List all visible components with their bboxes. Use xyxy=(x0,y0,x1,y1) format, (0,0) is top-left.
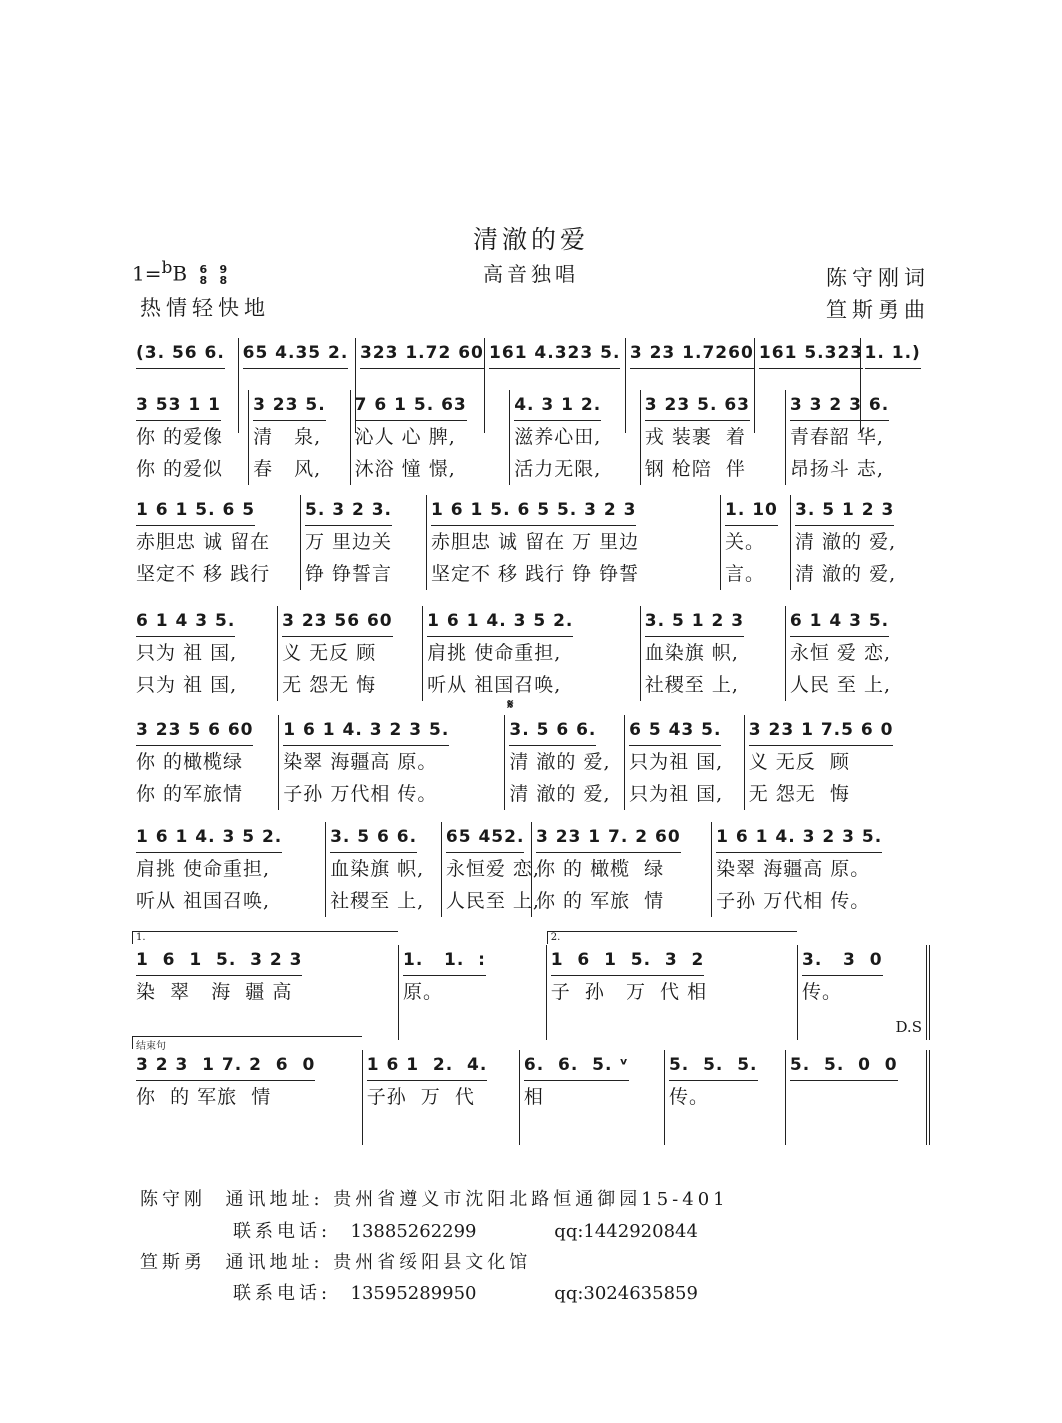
lyric-line-1: 你 的橄榄绿 xyxy=(136,751,244,773)
score-system xyxy=(132,1041,930,1145)
lyric-line-1: 血染旗 帜, xyxy=(644,642,739,664)
lyric-line-2: 活力无限, xyxy=(514,458,602,480)
notes: (3. 56 6. xyxy=(136,338,225,369)
notes: 3 23 1 7.5 6 0 xyxy=(749,715,894,746)
measure xyxy=(785,390,930,485)
notes: 6 1 4 3 5. xyxy=(790,606,889,637)
notes: 3 23 1.7260 xyxy=(630,338,754,369)
lyric-line-2: 清 澈的 爱, xyxy=(509,783,611,805)
notes: 3 2 3 1 7. 2 6 0 xyxy=(136,1050,315,1081)
lyric-line-1: 肩挑 使命重担, xyxy=(136,858,271,880)
contact-1-address: 陈守刚 通讯地址: 贵州省遵义市沈阳北路恒通御园15-401 xyxy=(140,1189,729,1210)
lyric-line-1: 传。 xyxy=(801,981,842,1003)
volta-bracket: 1. xyxy=(132,931,398,944)
notes: 1 6 1 5. 3 2 3 xyxy=(136,945,302,976)
measure xyxy=(744,715,930,810)
notes: 3 3 2 3 6. xyxy=(790,390,889,421)
notes: 1 6 1 4. 3 2 3 5. xyxy=(283,715,449,746)
measure xyxy=(248,390,350,485)
notes: 3. 5 6 6. xyxy=(330,822,417,853)
lyric-line-1: 传。 xyxy=(668,1086,709,1108)
lyric-line-2: 你 的 军旅 情 xyxy=(535,890,665,912)
lyric-line-1: 子孙 万 代 xyxy=(366,1086,475,1108)
measure xyxy=(711,822,930,917)
lyric-line-1: 沁人 心 脾, xyxy=(354,426,456,448)
lyric-line-1: 义 无反 顾 xyxy=(748,751,850,773)
lyric-line-1: 原。 xyxy=(403,981,444,1003)
measure xyxy=(797,945,930,1040)
score-system xyxy=(132,606,930,701)
notes: 6 5 43 5. xyxy=(629,715,721,746)
lyric-line-1: 青春韶 华, xyxy=(789,426,884,448)
lyric-line-1: 万 里边关 xyxy=(305,531,393,553)
composer-credit: 笪斯勇曲 xyxy=(826,298,930,322)
measure xyxy=(790,495,930,590)
measure xyxy=(624,715,744,810)
lyric-line-2: 春 风, xyxy=(253,458,322,480)
notes: 3 23 1 7. 2 60 xyxy=(536,822,681,853)
lyric-line-2 xyxy=(524,1113,664,1145)
measure xyxy=(426,495,720,590)
song-title: 清澈的爱 xyxy=(472,225,589,254)
notes: 1 6 1 5. 6 5 xyxy=(136,495,255,526)
notes: 3 23 5 6 60 xyxy=(136,715,253,746)
tempo-marking: 热情轻快地 xyxy=(140,296,270,320)
notes: 3. 5 6 6. xyxy=(509,715,596,746)
performance-type: 高音独唱 xyxy=(483,262,579,286)
lyric-line-1: 赤胆忠 诚 留在 万 里边 xyxy=(431,531,640,553)
notes: 1. 1.) xyxy=(865,338,921,369)
lyric-line-1: 滋养心田, xyxy=(514,426,602,448)
notes: 161 5.323 xyxy=(759,338,863,369)
notes: 65 4.35 2. xyxy=(243,338,349,369)
lyric-line-2: 听从 祖国召唤, xyxy=(136,890,271,912)
lyric-line-2: 社稷至 上, xyxy=(330,890,425,912)
score-system xyxy=(132,697,930,810)
lyric-line-1: 子 孙 万 代 相 xyxy=(550,981,708,1003)
volta-bracket: 2. xyxy=(547,931,797,944)
lyric-line-1: 肩挑 使命重担, xyxy=(427,642,562,664)
lyric-line-1 xyxy=(790,1081,926,1113)
measure xyxy=(509,390,640,485)
measure xyxy=(132,495,300,590)
notes: 4. 3 1 2. xyxy=(514,390,601,421)
notes: 1 6 1 5. 3 2 xyxy=(551,945,705,976)
measure xyxy=(441,822,540,917)
key-prefix: 1= xyxy=(132,261,162,286)
notes: 65 452. xyxy=(446,822,525,853)
notes: 5. 3 2 3. xyxy=(305,495,392,526)
contact-2-phone: 联系电话: 13595289950 qq:3024635859 xyxy=(233,1283,698,1304)
notes: 1 6 1 4. 3 5 2. xyxy=(427,606,573,637)
measure xyxy=(132,822,325,917)
notes: 5. 5. 0 0 xyxy=(790,1050,898,1081)
notes: 3 53 1 1 xyxy=(136,390,221,421)
measure xyxy=(504,697,624,810)
notes: 6. 6. 5. ᵛ xyxy=(524,1050,629,1081)
lyric-line-1: 你 的 橄榄 绿 xyxy=(535,858,665,880)
lyric-line-1: 永恒爱 恋, xyxy=(445,858,540,880)
notes: 3. 5 1 2 3 xyxy=(795,495,894,526)
dal-segno-marking: D.S xyxy=(895,1018,922,1036)
notes: 3 23 5. xyxy=(253,390,326,421)
flat-sign: b xyxy=(161,258,173,278)
score-system xyxy=(132,495,930,590)
notes: 3 23 56 60 xyxy=(282,606,393,637)
notes: 1. 10 xyxy=(725,495,778,526)
lyric-line-2: 无 怨无 悔 xyxy=(282,674,377,696)
notes: 323 1.72 60 xyxy=(360,338,484,369)
lyric-line-2 xyxy=(136,1113,362,1145)
lyric-line-2 xyxy=(367,1113,519,1145)
lyric-line-2: 铮 铮誓言 xyxy=(305,563,393,585)
measure xyxy=(132,932,398,1040)
measure xyxy=(546,932,797,1040)
measure xyxy=(531,822,711,917)
lyric-line-1: 染翠 海疆高 原。 xyxy=(283,751,438,773)
volta-bracket: 结束句 xyxy=(132,1036,362,1049)
measure xyxy=(640,606,785,701)
measure xyxy=(362,1050,519,1145)
lyric-line-2: 你 的爱似 xyxy=(136,458,224,480)
notes: 1 6 1 2. 4. xyxy=(367,1050,488,1081)
notes: 1 6 1 4. 3 2 3 5. xyxy=(716,822,882,853)
lyric-line-2: 你 的军旅情 xyxy=(136,783,244,805)
lyric-line-1: 染翠 海疆高 原。 xyxy=(716,858,871,880)
measure xyxy=(785,1050,930,1145)
lyric-line-2: 只为祖 国, xyxy=(629,783,724,805)
lyric-line-2: 只为 祖 国, xyxy=(136,674,238,696)
lyric-line-2: 听从 祖国召唤, xyxy=(427,674,562,696)
lyric-line-2: 昂扬斗 志, xyxy=(789,458,884,480)
notes: 1. 1. : xyxy=(403,945,486,976)
lyric-line-1: 清 澈的 爱, xyxy=(795,531,897,553)
measure xyxy=(519,1050,664,1145)
notes: 161 4.323 5. xyxy=(489,338,620,369)
lyric-line-2: 沐浴 憧 憬, xyxy=(354,458,456,480)
measure xyxy=(640,390,785,485)
measure xyxy=(664,1050,785,1145)
contact-1-phone: 联系电话: 13885262299 qq:1442920844 xyxy=(233,1221,698,1242)
time-signature-6-8: 6 8 xyxy=(199,263,208,288)
lyric-line-1: 戎 装裹 着 xyxy=(644,426,746,448)
measure xyxy=(720,495,790,590)
segno-icon: 𝄋 xyxy=(507,697,514,713)
notes: 1 6 1 5. 6 5 5. 3 2 3 xyxy=(431,495,636,526)
key-signature xyxy=(132,258,227,286)
measure xyxy=(785,606,930,701)
measure xyxy=(277,606,422,701)
lyric-line-2 xyxy=(790,1113,926,1145)
lyric-line-2 xyxy=(669,1113,785,1145)
measure xyxy=(422,606,640,701)
measure xyxy=(398,945,546,1040)
lyric-line-1: 你 的 军旅 情 xyxy=(136,1086,272,1108)
score-system xyxy=(132,822,930,917)
measure xyxy=(300,495,426,590)
notes: 3. 3 0 xyxy=(802,945,883,976)
measure xyxy=(132,606,277,701)
lyric-line-2: 钢 枪陪 伴 xyxy=(644,458,746,480)
notes: 3 23 5. 63 xyxy=(645,390,750,421)
score-system xyxy=(132,390,930,485)
lyric-line-1: 只为祖 国, xyxy=(629,751,724,773)
measure xyxy=(132,715,278,810)
lyric-line-2: 子孙 万代相 传。 xyxy=(716,890,871,912)
lyric-line-1: 血染旗 帜, xyxy=(330,858,425,880)
lyric-line-1: 相 xyxy=(523,1086,544,1108)
notes: 1 6 1 4. 3 5 2. xyxy=(136,822,282,853)
contact-2-address: 笪斯勇 通讯地址: 贵州省绥阳县文化馆 xyxy=(140,1252,532,1273)
lyric-line-1: 赤胆忠 诚 留在 xyxy=(136,531,271,553)
lyric-line-2 xyxy=(551,1008,797,1040)
notes: 6 1 4 3 5. xyxy=(136,606,235,637)
notes: 3. 5 1 2 3 xyxy=(645,606,744,637)
lyric-line-1: 你 的爱像 xyxy=(136,426,224,448)
lyric-line-2: 无 怨无 悔 xyxy=(748,783,850,805)
score-system xyxy=(132,932,930,1040)
lyric-line-2 xyxy=(403,1008,546,1040)
lyric-line-1: 关。 xyxy=(725,531,766,553)
time-signature-9-8: 9 8 xyxy=(219,263,228,288)
lyric-line-1: 清 泉, xyxy=(253,426,322,448)
lyric-line-2: 社稷至 上, xyxy=(644,674,739,696)
lyric-line-1: 染 翠 海 疆 高 xyxy=(136,981,293,1003)
lyric-line-2: 坚定不 移 践行 铮 铮誓 xyxy=(431,563,640,585)
lyric-line-1: 清 澈的 爱, xyxy=(509,751,611,773)
notes: 7 6 1 5. 63 xyxy=(355,390,467,421)
lyric-line-2: 坚定不 移 践行 xyxy=(136,563,271,585)
measure xyxy=(132,390,248,485)
lyric-line-1: 只为 祖 国, xyxy=(136,642,238,664)
measure xyxy=(132,1041,362,1145)
notes: 5. 5. 5. xyxy=(669,1050,758,1081)
measure xyxy=(350,390,510,485)
lyric-line-1: 永恒 爱 恋, xyxy=(789,642,891,664)
measure xyxy=(325,822,441,917)
lyric-line-2: 人民至 上, xyxy=(445,890,540,912)
lyric-line-2: 人民 至 上, xyxy=(789,674,891,696)
lyric-line-2: 言。 xyxy=(725,563,766,585)
key-note: B xyxy=(172,261,188,286)
measure xyxy=(278,715,504,810)
lyricist-credit: 陈守刚词 xyxy=(826,266,930,290)
lyric-line-1: 义 无反 顾 xyxy=(282,642,377,664)
lyric-line-2: 子孙 万代相 传。 xyxy=(283,783,438,805)
lyric-line-2: 清 澈的 爱, xyxy=(795,563,897,585)
